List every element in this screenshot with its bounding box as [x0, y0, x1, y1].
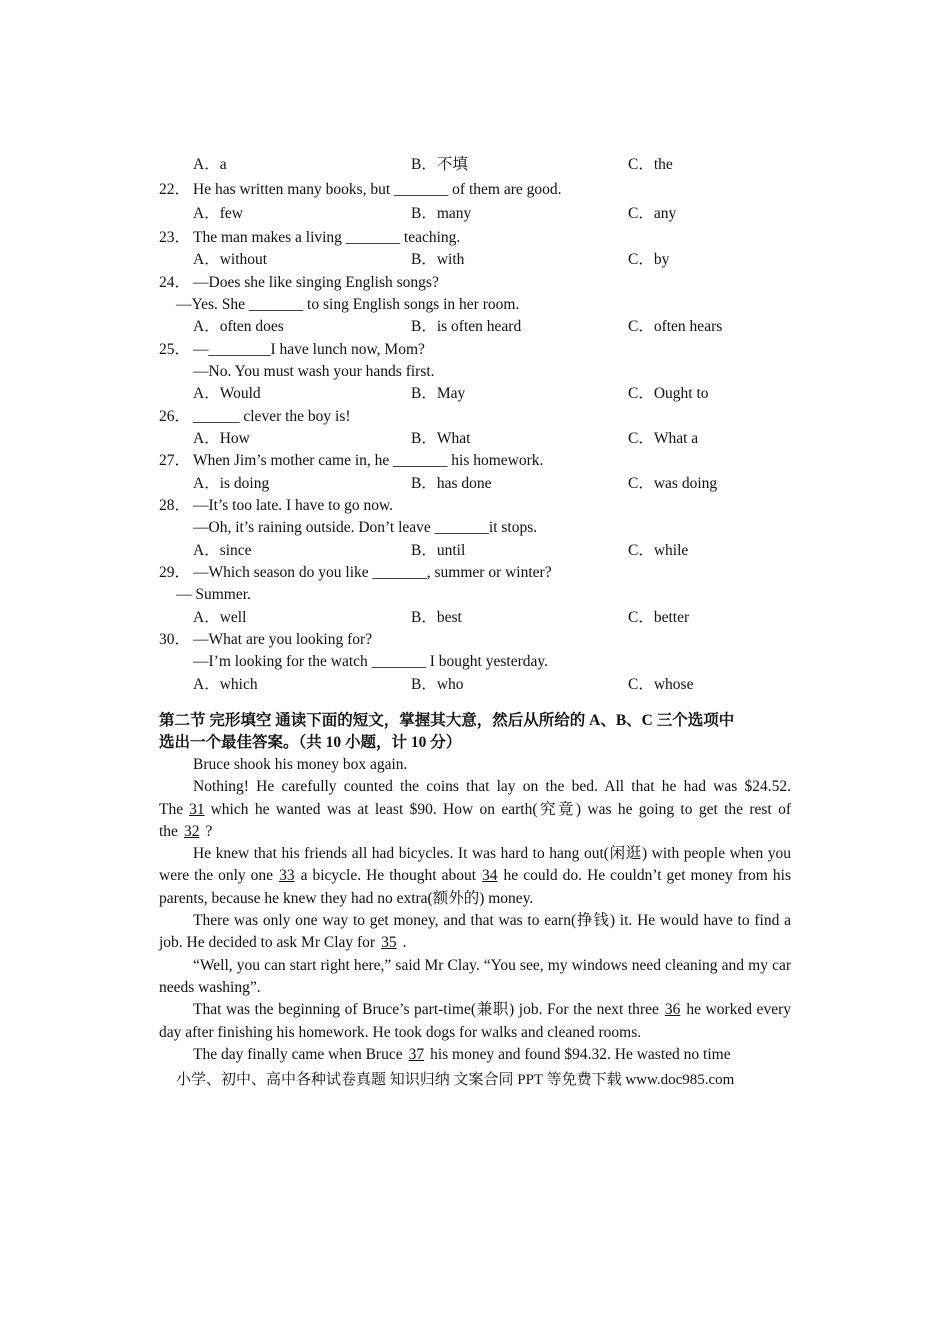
question-26: 26． ______ clever the boy is!: [159, 408, 351, 425]
question-29: 29． —Which season do you like _______, summer or winter?: [159, 564, 552, 581]
passage-paragraph-2: Nothing! He carefully counted the coins that lay on the bed. All that he had was $24.52. The 31 which he wanted was at least $90. How on earth(究竟) was he going to get the rest of the 32 ?: [159, 778, 791, 840]
q23-option-b: B．with: [411, 251, 465, 268]
blank-33: 33: [279, 867, 295, 885]
q22-option-c: C．any: [628, 205, 677, 222]
question-25-line2: —No. You must wash your hands first.: [193, 363, 435, 380]
blank-32: 32: [183, 822, 200, 840]
q26-option-a: A．How: [193, 430, 250, 447]
q27-option-b: B．has done: [411, 475, 492, 492]
q26-option-b: B．What: [411, 430, 471, 447]
q27-option-a: A．is doing: [193, 475, 270, 492]
q22-option-a: A．few: [193, 205, 243, 222]
passage-paragraph-5: “Well, you can start right here,” said Mr Clay. “You see, my windows need cleaning and my car needs washing”.: [159, 956, 791, 996]
q30-option-c: C．whose: [628, 676, 694, 693]
q24-option-c: C．often hears: [628, 318, 723, 335]
question-30: 30． —What are you looking for?: [159, 631, 373, 648]
q21-option-b: B．不填: [411, 156, 468, 173]
question-24-line2: —Yes. She _______ to sing English songs in her room.: [176, 296, 520, 313]
q29-option-b: B．best: [411, 609, 462, 626]
blank-31: 31: [189, 800, 205, 818]
question-27: 27． When Jim’s mother came in, he _______ his homework.: [159, 452, 544, 469]
q29-option-a: A．well: [193, 609, 247, 626]
q27-option-c: C．was doing: [628, 475, 718, 492]
question-24: 24． —Does she like singing English songs?: [159, 274, 439, 291]
q21-option-c: C．the: [628, 156, 673, 173]
q28-option-a: A．since: [193, 542, 252, 559]
section-heading-line1: 第二节 完形填空 通读下面的短文，掌握其大意，然后从所给的 A、B、C 三个选项中: [159, 712, 735, 729]
q29-option-c: C．better: [628, 609, 690, 626]
passage-paragraph-6: That was the beginning of Bruce’s part-time(兼职) job. For the next three 36 he worked every day after finishing his homework. He took dogs for walks and cleaned rooms.: [159, 1001, 791, 1041]
passage-paragraph-1: Bruce shook his money box again.: [193, 756, 408, 773]
passage: [159, 754, 791, 1066]
q23-option-c: C．by: [628, 251, 670, 268]
question-28-line2: —Oh, it’s raining outside. Don’t leave _______it stops.: [193, 519, 538, 536]
section-heading: [159, 710, 794, 754]
page-footer: 小学、初中、高中各种试卷真题 知识归纳 文案合同 PPT 等免费下载 www.doc985.com: [176, 1072, 735, 1088]
question-29-line2: — Summer.: [176, 586, 251, 603]
question-28: 28． —It’s too late. I have to go now.: [159, 497, 394, 514]
q25-option-c: C．Ought to: [628, 385, 709, 402]
q28-option-b: B．until: [411, 542, 466, 559]
q25-option-a: A．Would: [193, 385, 261, 402]
question-22: 22． He has written many books, but _______ of them are good.: [159, 181, 562, 198]
q22-option-b: B．many: [411, 205, 472, 222]
q26-option-c: C．What a: [628, 430, 699, 447]
passage-paragraph-3: He knew that his friends all had bicycles. It was hard to hang out(闲逛) with people when you were the only one 33 a bicycle. He thought about 34 he could do. He couldn’t get money from his parents, because he knew they had no extra(额外的) money.: [159, 845, 791, 907]
passage-paragraph-7: The day finally came when Bruce 37 his money and found $94.32. He wasted no time: [193, 1045, 731, 1063]
q30-option-a: A．which: [193, 676, 258, 693]
blank-34: 34: [482, 867, 498, 885]
q23-option-a: A．without: [193, 251, 268, 268]
q24-option-b: B．is often heard: [411, 318, 522, 335]
blank-37: 37: [408, 1045, 425, 1063]
question-25: 25． —________I have lunch now, Mom?: [159, 341, 425, 358]
q30-option-b: B．who: [411, 676, 464, 693]
passage-paragraph-4: There was only one way to get money, and that was to earn(挣钱) it. He would have to find a job. He decided to ask Mr Clay for 35 .: [159, 912, 791, 952]
q28-option-c: C．while: [628, 542, 689, 559]
question-30-line2: —I’m looking for the watch _______ I bought yesterday.: [193, 653, 548, 670]
question-23: 23． The man makes a living _______ teaching.: [159, 229, 461, 246]
q24-option-a: A．often does: [193, 318, 284, 335]
q21-option-a: A．a: [193, 156, 227, 173]
q25-option-b: B．May: [411, 385, 466, 402]
blank-35: 35: [381, 934, 397, 952]
blank-36: 36: [664, 1001, 681, 1019]
section-heading-line2: 选出一个最佳答案。（共 10 小题，计 10 分）: [159, 734, 462, 751]
